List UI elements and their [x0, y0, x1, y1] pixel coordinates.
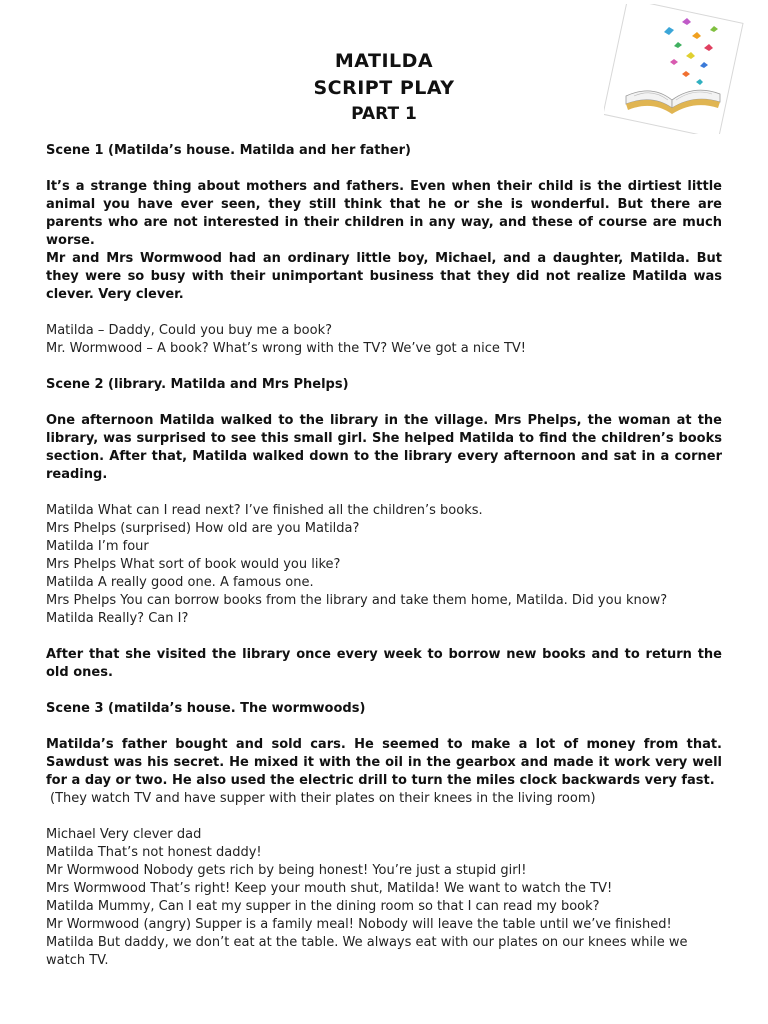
- document-title: MATILDA: [334, 50, 434, 72]
- dialog-line: Michael Very clever dad: [46, 827, 202, 842]
- dialog-line: Matilda I’m four: [46, 539, 149, 554]
- narration-paragraph: It’s a strange thing about mothers and fathers. Even when their child is the dirtiest little animal you have ever seen, they still think that he or she is wonderful. But there are parents who are not interested in their children in any way, and these of course are much worse.: [46, 179, 722, 248]
- dialog-line: Matilda But daddy, we don’t eat at the table. We always eat with our plates on our knees while we watch TV.: [46, 935, 688, 968]
- dialog-line: Matilda Really? Can I?: [46, 611, 189, 626]
- dialog-line: Mrs Wormwood That’s right! Keep your mouth shut, Matilda! We want to watch the TV!: [46, 881, 613, 896]
- part-heading: PART 1: [351, 104, 417, 124]
- script-body: [46, 142, 722, 970]
- dialog-line: Matilda That’s not honest daddy!: [46, 845, 262, 860]
- document-subtitle: SCRIPT PLAY: [313, 77, 455, 99]
- dialog-line: Mrs Phelps (surprised) How old are you Matilda?: [46, 521, 360, 536]
- dialog-line: Mr Wormwood (angry) Supper is a family meal! Nobody will leave the table until we’ve finished!: [46, 917, 672, 932]
- narration-paragraph: After that she visited the library once every week to borrow new books and to return the old ones.: [46, 647, 722, 680]
- scene-heading: Scene 1 (Matilda’s house. Matilda and her father): [46, 143, 411, 158]
- dialog-line: Mrs Phelps You can borrow books from the library and take them home, Matilda. Did you know?: [46, 593, 668, 608]
- dialog-line: Mrs Phelps What sort of book would you like?: [46, 557, 341, 572]
- dialog-line: Matilda – Daddy, Could you buy me a book?: [46, 323, 333, 338]
- dialog-line: Matilda A really good one. A famous one.: [46, 575, 314, 590]
- narration-paragraph: Matilda’s father bought and sold cars. He seemed to make a lot of money from that. Sawdust was his secret. He mixed it with the oil in the gearbox and made it work very well for a day or two. He also used the electric drill to turn the miles clock backwards very fast.: [46, 737, 722, 788]
- narration-paragraph: One afternoon Matilda walked to the library in the village. Mrs Phelps, the woman at the library, was surprised to see this small girl. She helped Matilda to find the children’s books section. After that, Matilda walked down to the library every afternoon and sat in a corner reading.: [46, 413, 722, 482]
- dialog-line: Mr. Wormwood – A book? What’s wrong with the TV? We’ve got a nice TV!: [46, 341, 527, 356]
- stage-direction: (They watch TV and have supper with their plates on their knees in the living room): [50, 791, 596, 806]
- dialog-line: Matilda Mummy, Can I eat my supper in the dining room so that I can read my book?: [46, 899, 600, 914]
- dialog-line: Mr Wormwood Nobody gets rich by being honest! You’re just a stupid girl!: [46, 863, 527, 878]
- narration-paragraph: Mr and Mrs Wormwood had an ordinary little boy, Michael, and a daughter, Matilda. But they were so busy with their unimportant business that they did not realize Matilda was clever. Very clever.: [46, 251, 722, 302]
- dialog-line: Matilda What can I read next? I’ve finished all the children’s books.: [46, 503, 483, 518]
- scene-heading: Scene 2 (library. Matilda and Mrs Phelps): [46, 377, 349, 392]
- open-book-with-butterflies-icon: [604, 4, 744, 134]
- scene-heading: Scene 3 (matilda’s house. The wormwoods): [46, 701, 366, 716]
